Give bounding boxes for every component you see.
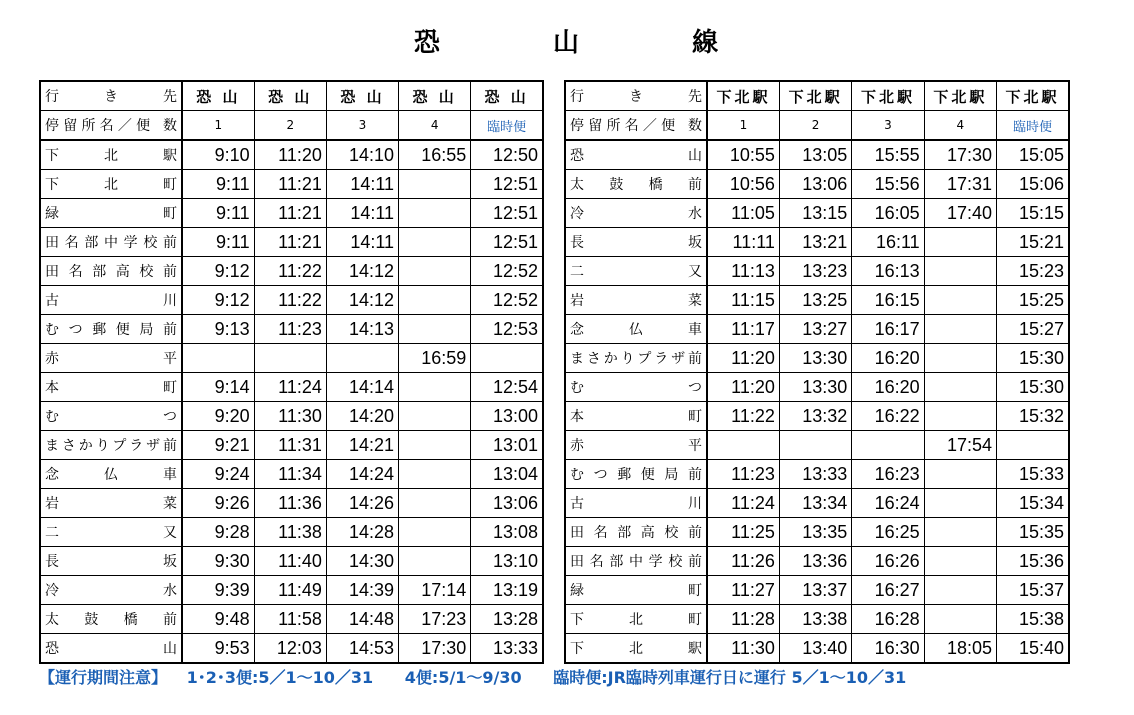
trip-number-cell: 4 [399, 111, 471, 141]
departure-time [399, 228, 471, 257]
departure-time: 16:22 [852, 402, 924, 431]
table-row [565, 315, 1069, 344]
stop-name: 岩菜 [565, 286, 707, 315]
departure-time [182, 344, 254, 373]
departure-time: 16:11 [852, 228, 924, 257]
trip-number-cell: 1 [707, 111, 779, 141]
departure-time [399, 257, 471, 286]
title-char-2: 山 [552, 28, 581, 58]
stop-name: 赤平 [40, 344, 182, 373]
departure-time: 13:15 [779, 199, 851, 228]
departure-time: 11:24 [707, 489, 779, 518]
departure-time: 13:30 [779, 373, 851, 402]
departure-time: 13:04 [471, 460, 543, 489]
table-row [40, 547, 543, 576]
departure-time: 14:11 [326, 199, 398, 228]
departure-time: 16:28 [852, 605, 924, 634]
departure-time [997, 431, 1069, 460]
departure-time: 13:10 [471, 547, 543, 576]
departure-time: 12:52 [471, 257, 543, 286]
departure-time [399, 315, 471, 344]
departure-time: 10:55 [707, 140, 779, 170]
departure-time: 14:24 [326, 460, 398, 489]
destination-cell: 下北駅 [779, 81, 851, 111]
departure-time: 15:21 [997, 228, 1069, 257]
departure-time: 13:28 [471, 605, 543, 634]
departure-time [399, 402, 471, 431]
departure-time: 11:21 [254, 199, 326, 228]
table-row [40, 140, 543, 170]
departure-time [254, 344, 326, 373]
departure-time: 15:36 [997, 547, 1069, 576]
departure-time: 14:12 [326, 286, 398, 315]
departure-time: 13:25 [779, 286, 851, 315]
trip-number-cell: 2 [254, 111, 326, 141]
departure-time: 17:14 [399, 576, 471, 605]
departure-time: 11:23 [254, 315, 326, 344]
page-title [0, 22, 1134, 59]
stop-name: むつ郵便局前 [565, 460, 707, 489]
departure-time: 12:53 [471, 315, 543, 344]
departure-time: 14:39 [326, 576, 398, 605]
stop-name: 二又 [565, 257, 707, 286]
stop-name: 二又 [40, 518, 182, 547]
departure-time: 11:21 [254, 228, 326, 257]
departure-time: 16:05 [852, 199, 924, 228]
departure-time: 9:28 [182, 518, 254, 547]
departure-time: 13:23 [779, 257, 851, 286]
departure-time: 13:30 [779, 344, 851, 373]
departure-time: 13:27 [779, 315, 851, 344]
stop-name: 緑町 [565, 576, 707, 605]
departure-time [924, 257, 996, 286]
departure-time: 11:58 [254, 605, 326, 634]
stop-name: 赤平 [565, 431, 707, 460]
departure-time: 12:54 [471, 373, 543, 402]
departure-time: 11:38 [254, 518, 326, 547]
stop-name: 念仏車 [565, 315, 707, 344]
destination-cell: 下北駅 [997, 81, 1069, 111]
stop-name: 田名部中学校前 [40, 228, 182, 257]
departure-time: 9:11 [182, 170, 254, 199]
table-row [40, 170, 543, 199]
table-row [40, 344, 543, 373]
departure-time [399, 518, 471, 547]
departure-time: 9:10 [182, 140, 254, 170]
departure-time: 9:12 [182, 257, 254, 286]
departure-time: 13:32 [779, 402, 851, 431]
departure-time [326, 344, 398, 373]
departure-time: 12:51 [471, 228, 543, 257]
table-row [565, 576, 1069, 605]
stop-name: 古川 [40, 286, 182, 315]
departure-time: 14:53 [326, 634, 398, 664]
table-row [40, 431, 543, 460]
departure-time: 12:52 [471, 286, 543, 315]
departure-time: 12:50 [471, 140, 543, 170]
departure-time: 9:11 [182, 199, 254, 228]
departure-time: 13:40 [779, 634, 851, 664]
departure-time [399, 547, 471, 576]
departure-time: 11:30 [254, 402, 326, 431]
departure-time: 11:20 [254, 140, 326, 170]
departure-time: 15:35 [997, 518, 1069, 547]
table-row [565, 257, 1069, 286]
departure-time: 17:30 [399, 634, 471, 664]
destination-cell: 恐 山 [182, 81, 254, 111]
header-row-trip-number [40, 111, 543, 141]
departure-time [924, 402, 996, 431]
table-row [565, 431, 1069, 460]
departure-time: 15:25 [997, 286, 1069, 315]
stop-name: 長坂 [565, 228, 707, 257]
departure-time: 9:11 [182, 228, 254, 257]
stop-name: 冷水 [565, 199, 707, 228]
departure-time: 11:21 [254, 170, 326, 199]
departure-time [399, 489, 471, 518]
departure-time: 15:55 [852, 140, 924, 170]
departure-time: 16:24 [852, 489, 924, 518]
table-row [565, 634, 1069, 664]
table-row [40, 402, 543, 431]
table-row [565, 402, 1069, 431]
table-row [40, 605, 543, 634]
departure-time: 14:21 [326, 431, 398, 460]
table-row [40, 199, 543, 228]
departure-time: 15:23 [997, 257, 1069, 286]
departure-time: 11:22 [254, 286, 326, 315]
header-row-destination [565, 81, 1069, 111]
table-row [565, 199, 1069, 228]
departure-time: 13:06 [779, 170, 851, 199]
departure-time: 14:12 [326, 257, 398, 286]
table-row [40, 228, 543, 257]
departure-time: 11:22 [254, 257, 326, 286]
departure-time: 17:30 [924, 140, 996, 170]
departure-time: 9:20 [182, 402, 254, 431]
departure-time [924, 460, 996, 489]
stop-name: 冷水 [40, 576, 182, 605]
title-char-3: 線 [692, 28, 721, 58]
departure-time: 16:17 [852, 315, 924, 344]
notice-item: 1･2･3便:5／1～10／31 [186, 668, 374, 687]
table-row [40, 460, 543, 489]
departure-time: 11:30 [707, 634, 779, 664]
departure-time: 9:12 [182, 286, 254, 315]
departure-time: 17:40 [924, 199, 996, 228]
departure-time: 14:20 [326, 402, 398, 431]
table-row [40, 315, 543, 344]
departure-time [924, 518, 996, 547]
stop-name: 岩菜 [40, 489, 182, 518]
departure-time: 13:38 [779, 605, 851, 634]
departure-time: 13:36 [779, 547, 851, 576]
departure-time: 13:33 [471, 634, 543, 664]
departure-time [471, 344, 543, 373]
stop-name: むつ [565, 373, 707, 402]
departure-time [924, 344, 996, 373]
stop-name: 本町 [40, 373, 182, 402]
stop-name: 下北駅 [565, 634, 707, 664]
departure-time: 15:37 [997, 576, 1069, 605]
departure-time: 12:03 [254, 634, 326, 664]
departure-time: 16:59 [399, 344, 471, 373]
stop-name: 下北町 [40, 170, 182, 199]
departure-time: 11:36 [254, 489, 326, 518]
departure-time: 15:05 [997, 140, 1069, 170]
stop-name: 下北駅 [40, 140, 182, 170]
trip-number-label: 停留所名／便 数 [40, 111, 182, 141]
stop-name: 古川 [565, 489, 707, 518]
departure-time: 17:23 [399, 605, 471, 634]
destination-cell: 恐 山 [399, 81, 471, 111]
departure-time: 14:14 [326, 373, 398, 402]
departure-time [707, 431, 779, 460]
departure-time: 9:26 [182, 489, 254, 518]
departure-time: 11:28 [707, 605, 779, 634]
table-row [565, 344, 1069, 373]
stop-name: 恐山 [40, 634, 182, 664]
departure-time: 15:27 [997, 315, 1069, 344]
trip-number-cell: 1 [182, 111, 254, 141]
timetable-to-osorezan [39, 80, 544, 664]
departure-time: 15:56 [852, 170, 924, 199]
departure-time: 11:24 [254, 373, 326, 402]
departure-time [399, 286, 471, 315]
departure-time: 14:10 [326, 140, 398, 170]
departure-time: 11:26 [707, 547, 779, 576]
departure-time [924, 315, 996, 344]
title-char-1: 恐 [413, 28, 442, 58]
departure-time: 11:34 [254, 460, 326, 489]
departure-time: 15:15 [997, 199, 1069, 228]
stop-name: 本町 [565, 402, 707, 431]
table-row [565, 518, 1069, 547]
departure-time: 12:51 [471, 170, 543, 199]
departure-time: 11:05 [707, 199, 779, 228]
table-row [565, 140, 1069, 170]
trip-number-label: 停留所名／便 数 [565, 111, 707, 141]
trip-number-cell: 3 [326, 111, 398, 141]
stop-name: まさかりプラザ前 [565, 344, 707, 373]
departure-time: 15:30 [997, 373, 1069, 402]
stop-name: 恐山 [565, 140, 707, 170]
table-row [40, 373, 543, 402]
departure-time: 9:14 [182, 373, 254, 402]
destination-cell: 下北駅 [924, 81, 996, 111]
departure-time: 10:56 [707, 170, 779, 199]
departure-time [924, 576, 996, 605]
departure-time [924, 286, 996, 315]
destination-cell: 下北駅 [707, 81, 779, 111]
departure-time: 11:22 [707, 402, 779, 431]
departure-time: 9:30 [182, 547, 254, 576]
departure-time: 17:54 [924, 431, 996, 460]
trip-number-cell: 臨時便 [997, 111, 1069, 141]
stop-name: まさかりプラザ前 [40, 431, 182, 460]
stop-name: 田名部高校前 [565, 518, 707, 547]
departure-time: 13:01 [471, 431, 543, 460]
destination-cell: 恐 山 [471, 81, 543, 111]
departure-time: 13:34 [779, 489, 851, 518]
stop-name: むつ [40, 402, 182, 431]
table-row [565, 547, 1069, 576]
departure-time: 16:15 [852, 286, 924, 315]
departure-time: 13:19 [471, 576, 543, 605]
departure-time [924, 547, 996, 576]
departure-time [924, 605, 996, 634]
departure-time: 14:13 [326, 315, 398, 344]
departure-time: 11:31 [254, 431, 326, 460]
departure-time: 11:27 [707, 576, 779, 605]
table-row [565, 373, 1069, 402]
departure-time: 11:20 [707, 373, 779, 402]
table-row [565, 228, 1069, 257]
departure-time [924, 228, 996, 257]
stop-name: むつ郵便局前 [40, 315, 182, 344]
departure-time: 11:17 [707, 315, 779, 344]
departure-time: 9:48 [182, 605, 254, 634]
departure-time: 14:26 [326, 489, 398, 518]
departure-time: 11:20 [707, 344, 779, 373]
departure-time: 13:21 [779, 228, 851, 257]
departure-time [852, 431, 924, 460]
stop-name: 田名部中学校前 [565, 547, 707, 576]
stop-name: 太鼓橋前 [40, 605, 182, 634]
departure-time: 16:20 [852, 373, 924, 402]
departure-time: 16:30 [852, 634, 924, 664]
departure-time: 13:05 [779, 140, 851, 170]
departure-time: 15:34 [997, 489, 1069, 518]
departure-time: 18:05 [924, 634, 996, 664]
departure-time: 9:53 [182, 634, 254, 664]
departure-time: 13:00 [471, 402, 543, 431]
departure-time: 13:35 [779, 518, 851, 547]
departure-time: 11:40 [254, 547, 326, 576]
header-row-destination [40, 81, 543, 111]
departure-time: 15:30 [997, 344, 1069, 373]
departure-time: 15:38 [997, 605, 1069, 634]
table-row [40, 576, 543, 605]
departure-time: 11:13 [707, 257, 779, 286]
stop-name: 念仏車 [40, 460, 182, 489]
operation-period-notice [39, 665, 906, 688]
table-row [565, 489, 1069, 518]
departure-time: 14:11 [326, 170, 398, 199]
departure-time: 11:49 [254, 576, 326, 605]
departure-time: 15:06 [997, 170, 1069, 199]
departure-time: 15:32 [997, 402, 1069, 431]
destination-cell: 恐 山 [326, 81, 398, 111]
departure-time [399, 460, 471, 489]
table-row [40, 489, 543, 518]
trip-number-cell: 2 [779, 111, 851, 141]
stop-name: 緑町 [40, 199, 182, 228]
departure-time: 13:08 [471, 518, 543, 547]
notice-item: 臨時便:JR臨時列車運行日に運行 5／1～10／31 [553, 668, 907, 687]
table-row [40, 634, 543, 664]
departure-time: 13:37 [779, 576, 851, 605]
trip-number-cell: 4 [924, 111, 996, 141]
departure-time: 11:25 [707, 518, 779, 547]
departure-time: 14:28 [326, 518, 398, 547]
destination-label: 行 き 先 [40, 81, 182, 111]
stop-name: 太鼓橋前 [565, 170, 707, 199]
departure-time: 16:23 [852, 460, 924, 489]
stop-name: 長坂 [40, 547, 182, 576]
destination-cell: 下北駅 [852, 81, 924, 111]
departure-time: 15:33 [997, 460, 1069, 489]
departure-time [399, 431, 471, 460]
departure-time: 14:30 [326, 547, 398, 576]
departure-time: 9:24 [182, 460, 254, 489]
departure-time: 16:55 [399, 140, 471, 170]
table-row [565, 605, 1069, 634]
destination-label: 行 き 先 [565, 81, 707, 111]
trip-number-cell: 3 [852, 111, 924, 141]
departure-time [399, 170, 471, 199]
notice-item: 4便:5/1～9/30 [404, 668, 522, 687]
table-row [565, 286, 1069, 315]
departure-time: 13:06 [471, 489, 543, 518]
departure-time [779, 431, 851, 460]
table-row [565, 170, 1069, 199]
departure-time: 17:31 [924, 170, 996, 199]
departure-time [399, 373, 471, 402]
departure-time: 9:13 [182, 315, 254, 344]
departure-time: 12:51 [471, 199, 543, 228]
departure-time: 16:20 [852, 344, 924, 373]
departure-time: 16:26 [852, 547, 924, 576]
departure-time: 15:40 [997, 634, 1069, 664]
table-row [565, 460, 1069, 489]
departure-time: 16:27 [852, 576, 924, 605]
destination-cell: 恐 山 [254, 81, 326, 111]
timetable-to-shimokita-station [564, 80, 1070, 664]
departure-time: 11:23 [707, 460, 779, 489]
departure-time: 9:39 [182, 576, 254, 605]
departure-time: 9:21 [182, 431, 254, 460]
header-row-trip-number [565, 111, 1069, 141]
departure-time [924, 489, 996, 518]
departure-time: 16:13 [852, 257, 924, 286]
departure-time: 14:48 [326, 605, 398, 634]
stop-name: 田名部高校前 [40, 257, 182, 286]
stop-name: 下北町 [565, 605, 707, 634]
departure-time: 14:11 [326, 228, 398, 257]
departure-time [399, 199, 471, 228]
departure-time: 16:25 [852, 518, 924, 547]
departure-time: 11:11 [707, 228, 779, 257]
notice-heading: 【運行期間注意】 [39, 668, 168, 687]
departure-time: 13:33 [779, 460, 851, 489]
table-row [40, 286, 543, 315]
table-row [40, 257, 543, 286]
departure-time [924, 373, 996, 402]
table-row [40, 518, 543, 547]
departure-time: 11:15 [707, 286, 779, 315]
trip-number-cell: 臨時便 [471, 111, 543, 141]
